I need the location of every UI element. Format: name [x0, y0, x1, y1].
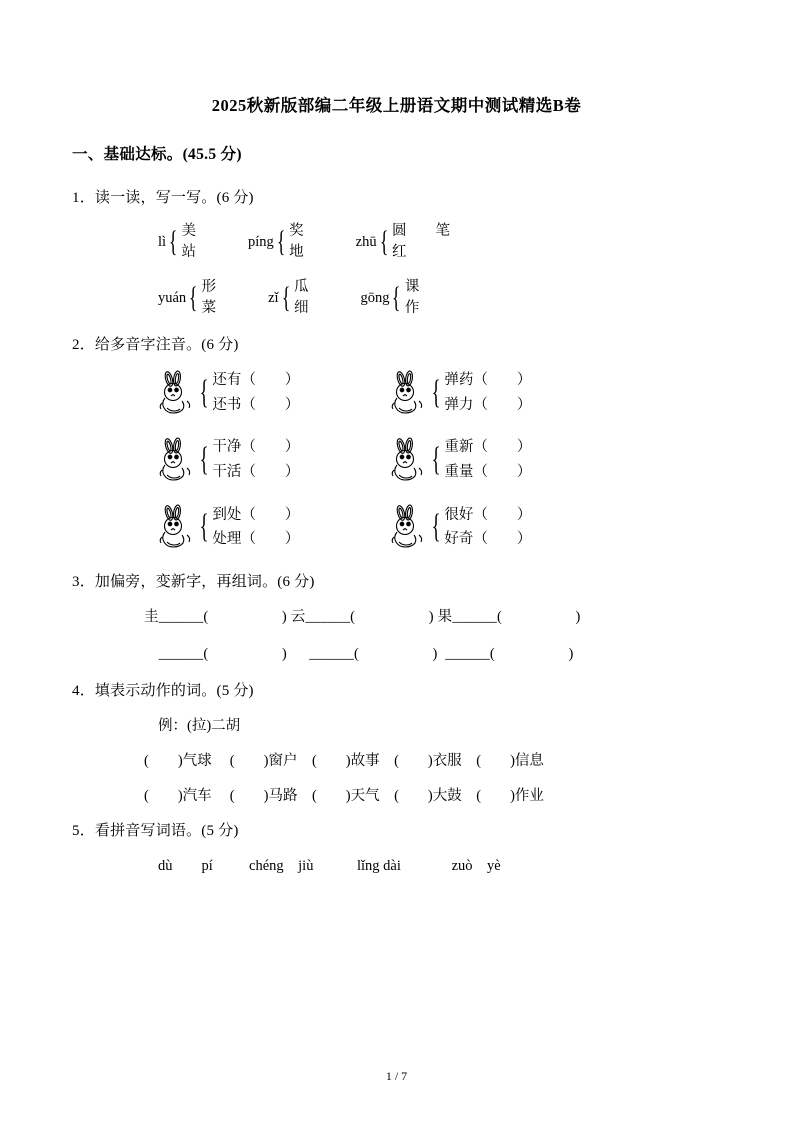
- char-top: 圆 笔: [392, 223, 450, 239]
- polyphone-top: 干净（ ）: [212, 439, 300, 456]
- pinyin-group: [158, 277, 216, 319]
- pinyin-label: zhū: [355, 233, 377, 250]
- fill-blank-row[interactable]: 圭______( ) 云______( ) 果______( ): [144, 608, 581, 625]
- brace-icon: {: [189, 281, 198, 315]
- question-3-body: [72, 605, 721, 663]
- question-4-prompt: 4．填表示动作的词。(5 分): [72, 682, 254, 699]
- polyphone-top: 很好（ ）: [444, 506, 532, 523]
- question-5-pinyin: dù pí chéng jiù lǐng dài zuò yè: [158, 857, 501, 874]
- pinyin-group: [356, 221, 450, 263]
- rabbit-item: [156, 435, 388, 484]
- brace-icon: {: [281, 281, 291, 315]
- polyphone-bottom: 弹力（ ）: [444, 396, 532, 413]
- char-top: 形: [201, 279, 217, 296]
- rabbit-item: [388, 368, 620, 417]
- verb-blank-row[interactable]: ( )气球 ( )窗户 ( )故事 ( )衣服 ( )信息: [144, 752, 544, 769]
- question-3-prompt: 3．加偏旁，变新字，再组词。(6 分): [72, 573, 315, 590]
- pinyin-row: [72, 221, 721, 263]
- brace-icon: {: [276, 225, 286, 259]
- question-1-body: [72, 221, 721, 319]
- char-top: 美: [181, 223, 196, 239]
- rabbit-icon: [388, 437, 430, 483]
- rabbit-item: [388, 435, 620, 484]
- polyphone-pair: [212, 368, 299, 417]
- char-pair: [294, 277, 309, 319]
- char-bottom: 细: [293, 300, 309, 317]
- char-top: 瓜: [293, 279, 309, 296]
- rabbit-row: [72, 368, 721, 417]
- page-footer: 1 / 7: [385, 1069, 408, 1083]
- brace-icon: {: [199, 508, 209, 546]
- polyphone-pair: [212, 503, 299, 552]
- char-bottom: 作: [404, 300, 420, 317]
- rabbit-icon: [156, 370, 198, 416]
- pinyin-group: [360, 277, 419, 319]
- polyphone-pair: [444, 368, 531, 417]
- pinyin-label: yuán: [158, 289, 187, 306]
- rabbit-item: [156, 368, 388, 417]
- polyphone-top: 重新（ ）: [444, 439, 532, 456]
- brace-icon: {: [199, 440, 209, 478]
- page-title: 2025秋新版部编二年级上册语文期中测试精选B卷: [211, 96, 582, 115]
- char-pair: [392, 221, 450, 263]
- rabbit-icon: [388, 504, 430, 550]
- polyphone-bottom: 好奇（ ）: [444, 531, 532, 548]
- question-4-example: 例：(拉)二胡: [158, 717, 241, 734]
- char-pair: [405, 277, 420, 319]
- polyphone-top: 到处（ ）: [212, 506, 300, 523]
- question-2-body: [72, 368, 721, 552]
- char-bottom: 站: [181, 244, 196, 261]
- char-pair: [289, 221, 304, 263]
- polyphone-top: 还有（ ）: [212, 372, 300, 389]
- pinyin-label: gōng: [360, 289, 390, 306]
- polyphone-pair: [444, 435, 531, 484]
- pinyin-group: [248, 221, 304, 263]
- question-5-prompt: 5．看拼音写词语。(5 分): [72, 822, 239, 839]
- char-top: 奖: [289, 223, 304, 239]
- char-pair: [181, 221, 196, 263]
- polyphone-top: 弹药（ ）: [444, 372, 532, 389]
- brace-icon: {: [168, 225, 178, 259]
- brace-icon: {: [199, 373, 209, 411]
- rabbit-icon: [156, 504, 198, 550]
- pinyin-label: píng: [247, 233, 274, 250]
- verb-blank-row[interactable]: ( )汽车 ( )马路 ( )天气 ( )大鼓 ( )作业: [144, 787, 544, 804]
- rabbit-icon: [388, 370, 430, 416]
- polyphone-bottom: 还书（ ）: [212, 396, 300, 413]
- char-bottom: 地: [289, 244, 304, 261]
- pinyin-group: [158, 221, 196, 263]
- rabbit-item: [388, 503, 620, 552]
- rabbit-row: [72, 503, 721, 552]
- char-top: 课: [404, 279, 420, 296]
- polyphone-pair: [212, 435, 299, 484]
- rabbit-icon: [156, 437, 198, 483]
- char-bottom: 红: [392, 244, 407, 261]
- brace-icon: {: [392, 281, 401, 315]
- polyphone-pair: [444, 503, 531, 552]
- pinyin-label: lì: [158, 233, 167, 250]
- char-pair: [202, 277, 217, 319]
- polyphone-bottom: 干活（ ）: [212, 463, 300, 480]
- brace-icon: {: [431, 508, 441, 546]
- rabbit-item: [156, 503, 388, 552]
- pinyin-row: [72, 277, 721, 319]
- question-2-prompt: 2．给多音字注音。(6 分): [72, 337, 239, 354]
- pinyin-group: [268, 277, 308, 319]
- fill-blank-row[interactable]: ______( ) ______( ) ______( ): [144, 645, 574, 662]
- rabbit-row: [72, 435, 721, 484]
- section-heading-1: 一、基础达标。(45.5 分): [72, 146, 242, 163]
- polyphone-bottom: 重量（ ）: [444, 463, 532, 480]
- polyphone-bottom: 处理（ ）: [212, 531, 300, 548]
- question-1-prompt: 1．读一读，写一写。(6 分): [72, 190, 254, 206]
- brace-icon: {: [431, 440, 441, 478]
- brace-icon: {: [379, 225, 389, 259]
- pinyin-label: zǐ: [268, 289, 279, 306]
- char-bottom: 菜: [201, 300, 217, 317]
- brace-icon: {: [431, 373, 441, 411]
